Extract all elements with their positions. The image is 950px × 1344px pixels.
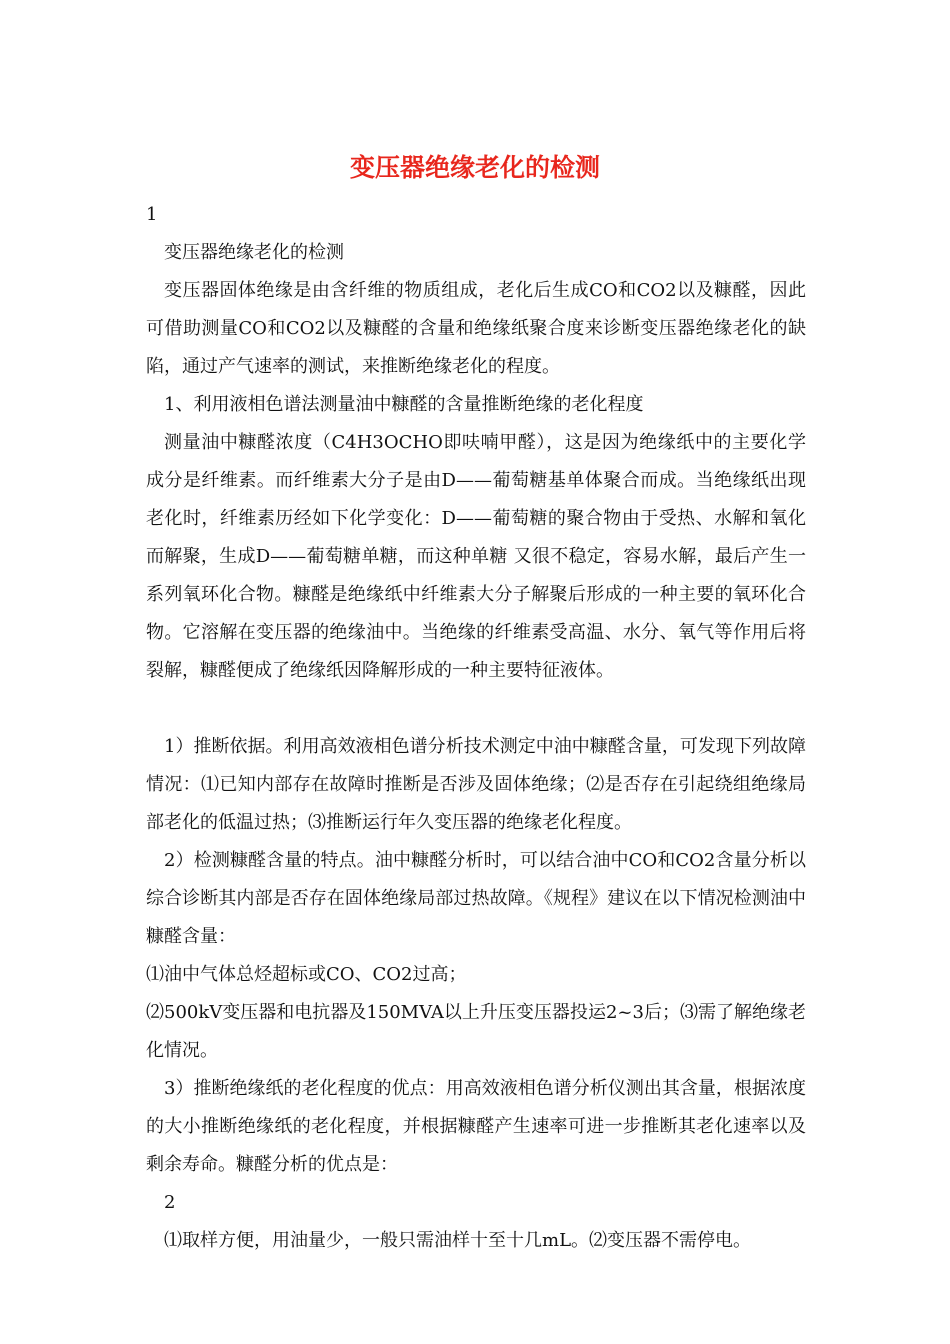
section-heading: 变压器绝缘老化的检测: [164, 242, 344, 263]
page-number-1: 1: [146, 204, 158, 225]
document-title: 变压器绝缘老化的检测: [349, 153, 600, 182]
paragraph-intro: 变压器固体绝缘是由含纤维的物质组成，老化后生成CO和CO2以及糠醛，因此可借助测量CO和CO2以及糠醛的含量和绝缘纸聚合度来诊断变压器绝缘老化的缺陷，通过产气速率的测试，来推断绝缘老化的程度。: [146, 280, 806, 377]
subsection-heading-1: 1、利用液相色谱法测量油中糠醛的含量推断绝缘的老化程度: [164, 394, 644, 415]
page-number-2: 2: [164, 1192, 176, 1213]
document-body: [146, 196, 806, 1260]
paragraph-features: 2）检测糠醛含量的特点。油中糠醛分析时，可以结合油中CO和CO2含量分析以综合诊断其内部是否存在固体绝缘局部过热故障。《规程》建议在以下情况检测油中糠醛含量：: [146, 850, 806, 947]
paragraph-advantages: 3）推断绝缘纸的老化程度的优点：用高效液相色谱分析仪测出其含量，根据浓度的大小推断绝缘纸的老化程度，并根据糠醛产生速率可进一步推断其老化速率以及剩余寿命。糠醛分析的优点是：: [146, 1078, 806, 1175]
list-item-3: ⑴取样方便，用油量少，一般只需油样十至十几mL。⑵变压器不需停电。: [164, 1230, 752, 1251]
list-item-2: ⑵500kV变压器和电抗器及150MVA以上升压变压器投运2~3后；⑶需了解绝缘老化情况。: [146, 1002, 806, 1061]
paragraph-furfural: 测量油中糠醛浓度（C4H3OCHO即呋喃甲醛），这是因为绝缘纸中的主要化学成分是纤维素。而纤维素大分子是由D——葡萄糖基单体聚合而成。当绝缘纸出现老化时，纤维素历经如下化学变化：D——葡萄糖的聚合物由于受热、水解和氧化而解聚，生成D——葡萄糖单糖，而这种单糖 又很不稳定，容易水解，最后产生一系列氧环化合物。糠醛是绝缘纸中纤维素大分子解聚后形成的一种主要的氧环化合物。它溶解在变压器的绝缘油中。当绝缘的纤维素受高温、水分、氧气等作用后将裂解，糠醛便成了绝缘纸因降解形成的一种主要特征液体。: [146, 432, 806, 681]
list-item-1: ⑴油中气体总烃超标或CO、CO2过高；: [146, 964, 467, 985]
paragraph-basis: 1）推断依据。利用高效液相色谱分析技术测定中油中糠醛含量，可发现下列故障情况：⑴已知内部存在故障时推断是否涉及固体绝缘；⑵是否存在引起绕组绝缘局部老化的低温过热；⑶推断运行年久变压器的绝缘老化程度。: [146, 736, 806, 833]
